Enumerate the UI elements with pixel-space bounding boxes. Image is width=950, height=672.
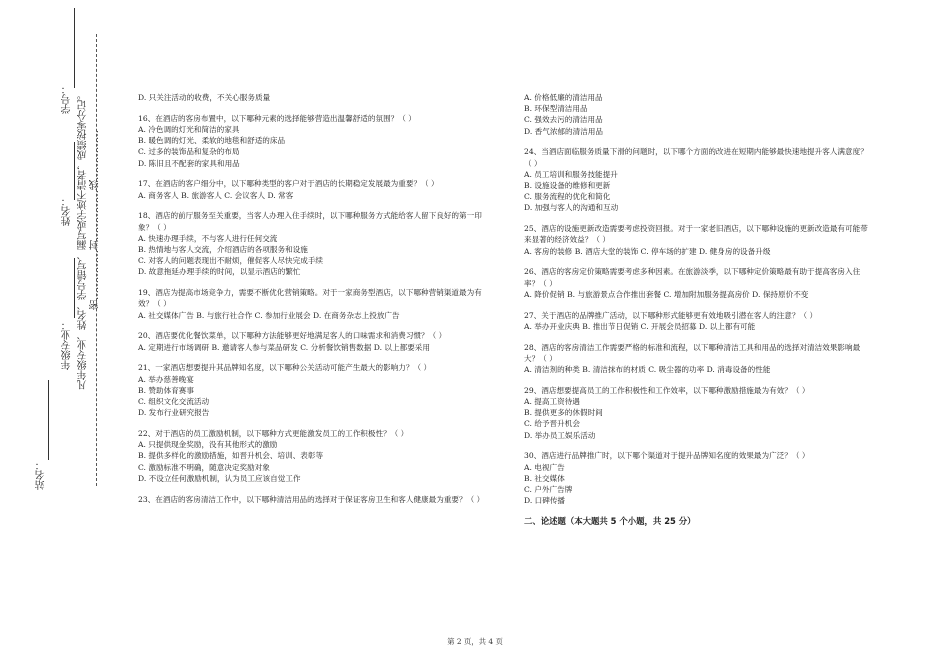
option: A. 提高工资待遇	[524, 397, 580, 407]
option: A. 快速办理手续，不与客人进行任何交流	[138, 233, 278, 243]
notice-rule: 凡年级专业、姓名、学号错写、漏写或字迹不清者，成绩按零分记。	[78, 90, 89, 390]
option: A. 降价促销 B. 与旅游景点合作推出套餐 C. 增加附加服务提高房价 D. 保持原价不变	[524, 289, 809, 299]
question-27	[524, 310, 869, 332]
option: D. 口碑传播	[524, 496, 566, 506]
option: A. 定期进行市场调研 B. 邀请客人参与菜品研发 C. 分析餐饮销售数据 D. 以上都要采用	[138, 342, 430, 352]
question-20	[138, 330, 483, 352]
question-21	[138, 362, 483, 418]
question-stem: 22、对于酒店的员工激励机制，以下哪种方式更能激发员工的工作积极性？（ ）	[138, 429, 409, 439]
option: C. 激励标准不明确，随意决定奖励对象	[138, 462, 270, 472]
nianji-line	[74, 258, 75, 318]
question-23	[138, 494, 483, 505]
question-19	[138, 287, 483, 321]
question-stem: 19、酒店为提高市场竞争力，需要不断优化营销策略。对于一家商务型酒店，以下哪种营销渠道最为有效？（ ）	[138, 288, 482, 309]
option: B. 热情地与客人交流，介绍酒店的各项服务和设施	[138, 245, 308, 255]
binding-margin	[0, 0, 110, 672]
question-23-options	[524, 92, 869, 137]
option: C. 给予晋升机会	[524, 419, 580, 429]
question-stem: 30、酒店进行品牌推广时，以下哪个渠道对于提升品牌知名度的效果最为广泛？（ ）	[524, 451, 810, 461]
question-15-tail	[138, 92, 483, 103]
question-stem: 23、在酒店的客房清洁工作中，以下哪种清洁用品的选择对于保证客房卫生和客人健康最为重要？（ ）	[138, 494, 485, 504]
option: B. 设施设备的维修和更新	[524, 181, 611, 191]
option: D. 加强与客人的沟通和互动	[524, 203, 619, 213]
option: A. 冷色调的灯光和简洁的家具	[138, 125, 240, 134]
label-xuehao: 学号：	[62, 84, 73, 114]
xingming-line	[74, 142, 75, 200]
question-stem: 17、在酒店的客户细分中，以下哪种类型的客户对于酒店的长期稳定发展最为重要？（ ）	[138, 179, 439, 189]
option: D. 香气浓郁的清洁用品	[524, 126, 603, 136]
question-22	[138, 428, 483, 484]
question-stem: 25、酒店的设施更新改造需要考虑投资回报。对于一家老旧酒店，以下哪种设施的更新改造最有可能带来显著的经济效益？（ ）	[524, 224, 868, 245]
option: D. 不设立任何激励机制，认为员工应该自觉工作	[138, 473, 301, 483]
question-stem: 16、在酒店的客房布置中，以下哪种元素的选择能够营造出温馨舒适的氛围？（ ）	[138, 113, 416, 123]
question-17	[138, 178, 483, 200]
option: B. 社交媒体	[524, 473, 565, 483]
question-30	[524, 450, 869, 506]
option: C. 服务流程的优化和简化	[524, 192, 611, 202]
left-column	[138, 92, 483, 514]
question-25	[524, 223, 869, 257]
label-nianji: 年级专业：	[62, 320, 73, 370]
question-29	[524, 385, 869, 441]
option: B. 环保型清洁用品	[524, 104, 588, 114]
option: B. 提供更多的休假时间	[524, 408, 603, 418]
option: D. 故意拖延办理手续的时间，以显示酒店的繁忙	[138, 267, 301, 277]
option: A. 电视广告	[524, 462, 565, 472]
option: B. 赞助体育赛事	[138, 385, 194, 395]
option: C. 户外广告牌	[524, 485, 573, 495]
seal-line-text: 密……………封……………线……………	[90, 130, 101, 310]
label-xingming: 姓名：	[62, 196, 73, 226]
right-column	[524, 92, 869, 527]
option: C. 过多的装饰品和复杂的布局	[138, 147, 240, 157]
option: A. 客房的装修 B. 酒店大堂的装饰 C. 停车场的扩建 D. 健身房的设备升级	[524, 246, 771, 256]
option: A. 社交媒体广告 B. 与旅行社合作 C. 参加行业展会 D. 在商务杂志上投放广告	[138, 310, 400, 320]
option: A. 举办慈善晚宴	[138, 374, 194, 384]
option: C. 强效去污的清洁用品	[524, 115, 603, 125]
page-footer: 第 2 页，共 4 页	[447, 637, 503, 646]
question-stem: 26、酒店的客房定价策略需要考虑多种因素。在旅游淡季，以下哪种定价策略最有助于提高客房入住率？（ ）	[524, 267, 861, 288]
question-26	[524, 266, 869, 300]
jizhan-line	[48, 380, 49, 460]
question-stem: 27、关于酒店的品牌推广活动，以下哪种形式能够更有效地吸引潜在客人的注意？（ ）	[524, 310, 818, 320]
option: C. 对客人的问题表现出不耐烦，催促客人尽快完成手续	[138, 256, 324, 266]
option: D. 只关注活动的收费，不关心服务质量	[138, 93, 271, 102]
option: C. 组织文化交流活动	[138, 397, 210, 407]
question-stem: 18、酒店的前厅服务至关重要，当客人办理入住手续时，以下哪种服务方式能给客人留下良好的第一印象？（ ）	[138, 211, 482, 232]
xuehao-line	[74, 8, 75, 88]
question-stem: 20、酒店要优化餐饮菜单，以下哪种方法能够更好地满足客人的口味需求和消费习惯？（ ）	[138, 331, 447, 341]
question-18	[138, 210, 483, 277]
question-stem: 29、酒店想要提高员工的工作积极性和工作效率，以下哪种激励措施最为有效？（ ）	[524, 385, 810, 395]
question-stem: 28、酒店的客房清洁工作需要严格的标准和流程，以下哪种清洁工具和用品的选择对清洁效果影响最大？（ ）	[524, 342, 861, 363]
option: A. 商务客人 B. 旅游客人 C. 会议客人 D. 常客	[138, 190, 294, 200]
option: A. 员工培训和服务技能提升	[524, 169, 618, 179]
option: A. 举办开业庆典 B. 推出节日促销 C. 开展会员招募 D. 以上都有可能	[524, 321, 756, 331]
option: B. 提供多样化的激励措施，如晋升机会、培训、表彰等	[138, 451, 324, 461]
option: D. 举办员工娱乐活动	[524, 430, 596, 440]
question-24	[524, 146, 869, 213]
option: B. 暖色调的灯光、柔软的地毯和舒适的床品	[138, 136, 286, 146]
option: A. 只提供现金奖励，没有其他形式的激励	[138, 440, 278, 450]
label-jizhan: 站名：	[36, 460, 47, 490]
option: D. 陈旧且不配套的家具和用品	[138, 158, 240, 168]
option: D. 发布行业研究报告	[138, 408, 210, 418]
option: A. 清洁剂的种类 B. 清洁抹布的材质 C. 吸尘器的功率 D. 消毒设备的性能	[524, 365, 771, 375]
section-title: 二、论述题（本大题共 5 个小题，共 25 分）	[524, 516, 696, 527]
binding-dashed-line	[96, 34, 97, 486]
question-28	[524, 342, 869, 376]
question-16	[138, 113, 483, 169]
question-stem: 24、当酒店面临服务质量下滑的问题时，以下哪个方面的改进在短期内能够最快速地提升客人满意度？（ ）	[524, 147, 868, 168]
option: A. 价格低廉的清洁用品	[524, 93, 603, 102]
question-stem: 21、一家酒店想要提升其品牌知名度，以下哪种公关活动可能产生最大的影响力？（ ）	[138, 363, 432, 373]
